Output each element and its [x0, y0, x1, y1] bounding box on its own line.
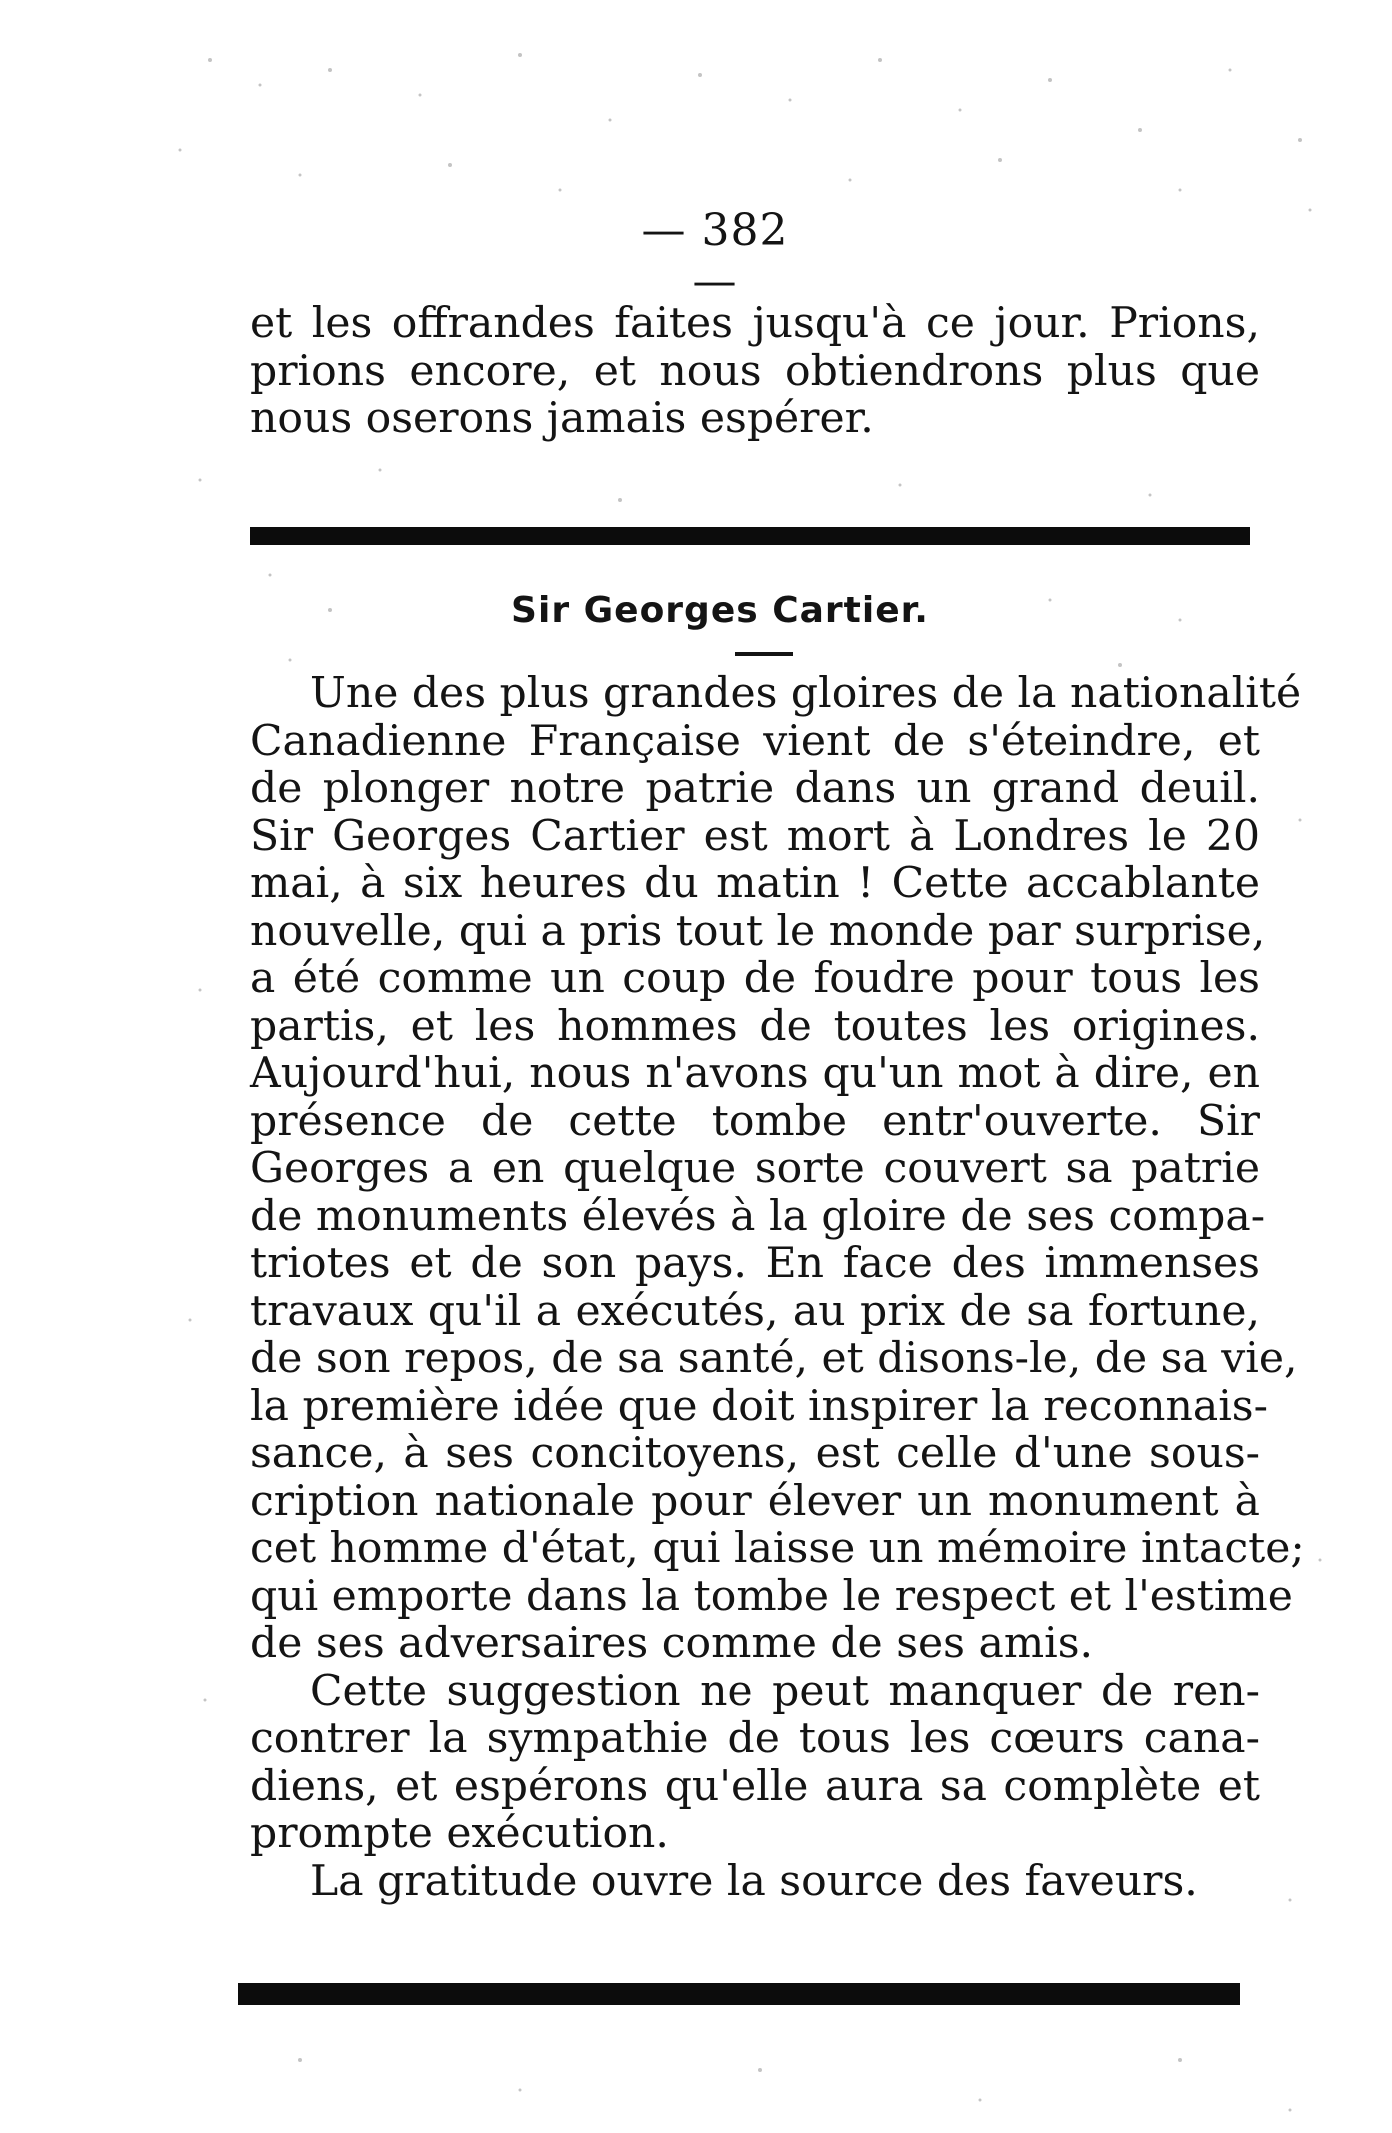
section-divider [238, 1983, 1240, 2005]
text-line: triotes et de son pays. En face des immenses [250, 1239, 1260, 1288]
text-line: de monuments élevés à la gloire de ses compa- [250, 1191, 1266, 1241]
text-line: Georges a en quelque sorte couvert sa patrie [250, 1144, 1260, 1193]
text-line: Cette suggestion ne peut manquer de ren- [310, 1666, 1260, 1716]
text-line: et les offrandes faites jusqu'à ce jour. Prions, [250, 299, 1260, 348]
text-line: prompte exécution. [250, 1809, 669, 1858]
maxim [250, 1858, 1260, 1906]
maxim-line: La gratitude ouvre la source des faveurs. [310, 1856, 1198, 1906]
text-line: contrer la sympathie de tous les cœurs cana- [250, 1714, 1260, 1763]
text-line: mai, à six heures du matin ! Cette accablante [250, 859, 1260, 908]
page-number: — 382 — [641, 205, 789, 307]
text-line: diens, et espérons qu'elle aura sa complète et [250, 1761, 1260, 1811]
text-line: Aujourd'hui, nous n'avons qu'un mot à dire, en [250, 1049, 1260, 1098]
text-line: cet homme d'état, qui laisse un mémoire intacte; [250, 1524, 1305, 1573]
article-body [250, 669, 1305, 1906]
text-line: a été comme un coup de foudre pour tous les [250, 954, 1260, 1003]
paragraph-2 [250, 1668, 1260, 1858]
text-line: travaux qu'il a exécutés, au prix de sa fortune, [250, 1286, 1260, 1336]
text-line: Une des plus grandes gloires de la nationalité [310, 669, 1302, 718]
text-line: prions encore, et nous obtiendrons plus que [250, 346, 1260, 396]
text-line: Sir Georges Cartier est mort à Londres le 20 [250, 811, 1260, 861]
text-line: présence de cette tombe entr'ouverte. Sir [250, 1096, 1260, 1146]
text-line: partis, et les hommes de toutes les origines. [250, 1001, 1260, 1051]
text-line: de son repos, de sa santé, et disons-le, de sa vie, [250, 1334, 1298, 1383]
text-line: la première idée que doit inspirer la reconnais- [250, 1381, 1268, 1431]
article-title: Sir Georges Cartier. [511, 590, 929, 631]
text-line: qui emporte dans la tombe le respect et l'estime [250, 1571, 1293, 1621]
text-line: nouvelle, qui a pris tout le monde par surprise, [250, 906, 1266, 956]
text-line: cription nationale pour élever un monument à [250, 1476, 1260, 1526]
text-line: nous oserons jamais espérer. [250, 394, 874, 443]
text-line: sance, à ses concitoyens, est celle d'une sous- [250, 1429, 1260, 1478]
section-divider [250, 527, 1250, 545]
text-line: Canadienne Française vient de s'éteindre, et [250, 716, 1260, 766]
continuation-paragraph [250, 300, 1260, 443]
text-line: de plonger notre patrie dans un grand deuil. [250, 764, 1260, 813]
paragraph-1 [250, 669, 1305, 1668]
title-dash [735, 652, 793, 656]
text-line: de ses adversaires comme de ses amis. [250, 1619, 1094, 1668]
